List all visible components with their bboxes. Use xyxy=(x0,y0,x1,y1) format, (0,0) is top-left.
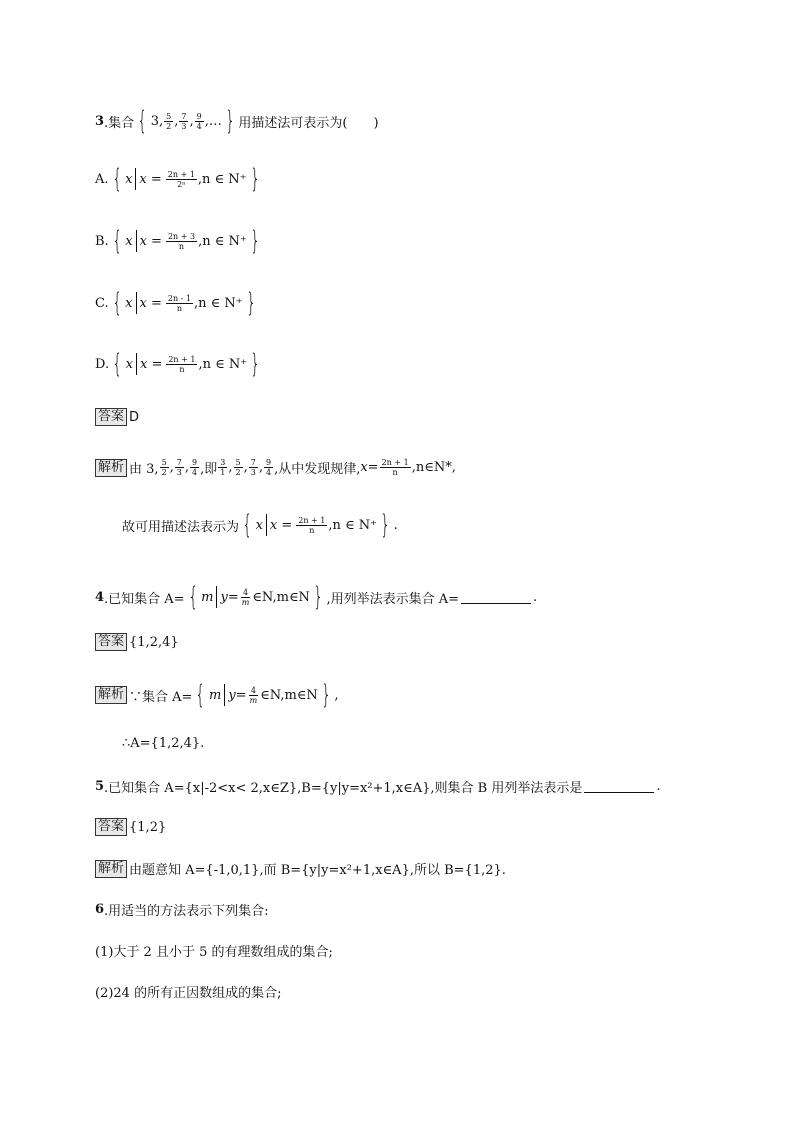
q3-stem-suffix: 用描述法可表示为( ) xyxy=(238,115,379,131)
q3-option-c[interactable] xyxy=(95,290,259,316)
q4-number: 4 xyxy=(95,589,105,605)
set-var: x xyxy=(125,233,133,249)
set-eq: x = xyxy=(139,233,162,249)
q3-seq-end: ,… xyxy=(204,113,222,129)
q3-number: 3 xyxy=(95,113,105,129)
period: . xyxy=(656,779,661,794)
analysis-x: x= xyxy=(360,460,379,475)
answer-tag: 答案 xyxy=(95,408,127,426)
q5-number: 5 xyxy=(95,779,105,794)
set-eq: y= xyxy=(228,687,247,703)
set-cond: ,n ∈ N⁺ xyxy=(197,171,247,187)
left-brace: { xyxy=(187,582,198,612)
left-brace: { xyxy=(111,164,122,194)
q5-stem xyxy=(95,777,661,796)
q5-analysis xyxy=(95,859,506,878)
period: . xyxy=(533,589,538,605)
set-var: m xyxy=(201,589,214,605)
q6-number: 6 xyxy=(95,902,105,917)
set-eq: x = xyxy=(269,517,293,533)
right-brace: } xyxy=(313,582,324,612)
option-frac: $\frac{2n + 3}{n}$ xyxy=(167,231,196,251)
set-cond: ,n ∈ N⁺ xyxy=(198,233,247,249)
set-bar xyxy=(136,292,137,314)
analysis-frac: $\frac{2n + 1}{n}$ xyxy=(298,515,326,535)
q3-option-d[interactable] xyxy=(95,351,264,377)
answer-tag: 答案 xyxy=(95,818,127,836)
analysis-frac: $\frac{7}{3}$ xyxy=(250,458,256,477)
q6-item-1: (1)大于 2 且小于 5 的有理数组成的集合; xyxy=(95,945,333,960)
analysis-frac: $\frac{9}{4}$ xyxy=(265,458,272,477)
q4-stem-text: .已知集合 A= xyxy=(104,591,185,607)
set-cond: ∈N,m∈N xyxy=(252,589,310,605)
q3-stem: 3 .集合 { 3, $\frac{5}{2}$ , $\frac{7}{3}$ , $\frac{9}{4}$ ,… } 用描述法可表示为( ) xyxy=(95,106,379,136)
option-label: A. xyxy=(95,171,109,187)
q3-analysis: 解析 由 3, $\frac{5}{2}$ , $\frac{7}{3}$ , $\frac{9}{4}$ ,即 $\frac{3}{1}$ , $\frac{5}{2}$ , $\frac{7}{3}$ , $\frac{9}{4}$ ,从中发现规律, x= $\frac{2n + 1}{n}$ ,n∈N*, xyxy=(95,458,456,477)
q4-analysis xyxy=(95,682,338,708)
q6-stem xyxy=(95,900,269,919)
analysis-tag: 解析 xyxy=(95,686,127,704)
right-brace: } xyxy=(321,680,332,710)
q4-answer xyxy=(95,633,179,651)
option-frac: $\frac{2n + 1}{\text{2ⁿ}}$ xyxy=(167,169,195,189)
q4-conclusion: ∴A={1,2,4}. xyxy=(122,736,205,751)
analysis-text: 故可用描述法表示为 xyxy=(122,519,240,535)
answer-blank[interactable] xyxy=(584,780,654,793)
left-brace: { xyxy=(195,680,206,710)
q4-frac: $\frac{4}{m}$ xyxy=(241,587,250,607)
q3-seq-frac-3: $\frac{9}{4}$ xyxy=(196,111,202,131)
right-brace: } xyxy=(250,226,260,256)
q5-stem-text: .已知集合 A={x|-2<x< 2,x∈Z},B={y|y=x²+1,x∈A},则集合 B 用列举法表示是 xyxy=(104,781,583,796)
set-bar xyxy=(224,684,225,706)
set-var: x xyxy=(125,171,133,187)
right-brace: } xyxy=(225,106,236,136)
right-brace: } xyxy=(245,288,256,318)
set-eq: x = xyxy=(139,295,162,311)
q3-option-a[interactable] xyxy=(95,166,263,192)
set-bar xyxy=(135,168,136,190)
q4-stem-end: ,用列举法表示集合 A= xyxy=(326,591,460,607)
right-brace: } xyxy=(380,510,391,540)
q3-seq-frac-1: $\frac{5}{2}$ xyxy=(166,111,172,131)
option-label: D. xyxy=(95,356,110,372)
set-cond: ,n ∈ N⁺ xyxy=(194,295,243,311)
answer-value: {1,2} xyxy=(129,819,167,835)
analysis-frac: $\frac{9}{4}$ xyxy=(192,458,198,477)
answer-tag: 答案 xyxy=(95,633,127,651)
analysis-cond: ,n∈N*, xyxy=(411,460,456,475)
analysis-frac: $\frac{7}{3}$ xyxy=(176,458,182,477)
analysis-rule-frac: $\frac{2n + 1}{n}$ xyxy=(381,458,409,477)
q3-analysis-line2 xyxy=(122,512,398,538)
q4-stem xyxy=(95,584,537,610)
left-brace: { xyxy=(111,226,122,256)
set-eq: x = xyxy=(139,356,163,372)
analysis-text: 由 3, xyxy=(129,462,159,477)
q3-seq-frac-2: $\frac{7}{3}$ xyxy=(181,111,187,131)
set-cond: ,n ∈ N⁺ xyxy=(328,517,378,533)
analysis-tag: 解析 xyxy=(95,860,127,878)
q3-answer xyxy=(95,408,139,426)
option-label: C. xyxy=(95,295,109,311)
right-brace: } xyxy=(249,164,260,194)
q6-item-2: (2)24 的所有正因数组成的集合; xyxy=(95,986,282,1001)
answer-value: {1,2,4} xyxy=(129,634,179,650)
analysis-frac: $\frac{5}{2}$ xyxy=(235,458,241,477)
set-bar xyxy=(136,353,137,375)
set-bar xyxy=(136,230,137,252)
q5-answer xyxy=(95,818,166,836)
q3-seq-start: 3, xyxy=(150,113,164,129)
set-var: x xyxy=(125,356,133,372)
set-cond: ∈N,m∈N xyxy=(260,687,318,703)
analysis-text: 由题意知 A={-1,0,1},而 B={y|y=x²+1,x∈A},所以 B={1,2}. xyxy=(129,863,506,878)
set-cond: ,n ∈ N⁺ xyxy=(198,356,248,372)
set-var: x xyxy=(255,517,263,533)
left-brace: { xyxy=(111,288,122,318)
analysis-text: ,即 xyxy=(200,462,218,477)
analysis-frac: $\frac{5}{2}$ xyxy=(161,458,167,477)
set-var: m xyxy=(208,687,222,703)
q4-frac: $\frac{4}{m}$ xyxy=(249,685,258,705)
q3-stem-prefix: .集合 xyxy=(104,115,135,131)
set-var: x xyxy=(125,295,133,311)
q3-option-b[interactable] xyxy=(95,228,263,254)
analysis-frac: $\frac{3}{1}$ xyxy=(220,458,226,477)
set-eq: y= xyxy=(220,589,239,605)
option-frac: $\frac{2n - 1}{n}$ xyxy=(167,293,191,313)
set-bar xyxy=(266,514,267,536)
answer-blank[interactable] xyxy=(461,591,531,604)
analysis-tag: 解析 xyxy=(95,459,127,477)
set-eq: x = xyxy=(139,171,162,187)
right-brace: } xyxy=(250,349,261,379)
comma: , xyxy=(334,687,339,703)
analysis-text: ∵集合 A= xyxy=(129,689,193,705)
left-brace: { xyxy=(137,106,148,136)
set-bar xyxy=(216,586,217,608)
analysis-text: ,从中发现规律, xyxy=(274,462,361,477)
period: . xyxy=(393,517,398,533)
left-brace: { xyxy=(112,349,123,379)
q6-stem-text: .用适当的方法表示下列集合: xyxy=(104,904,269,919)
left-brace: { xyxy=(242,510,253,540)
option-label: B. xyxy=(95,233,109,249)
option-frac: $\frac{2n + 1}{n}$ xyxy=(168,354,196,374)
answer-value: D xyxy=(129,409,140,425)
